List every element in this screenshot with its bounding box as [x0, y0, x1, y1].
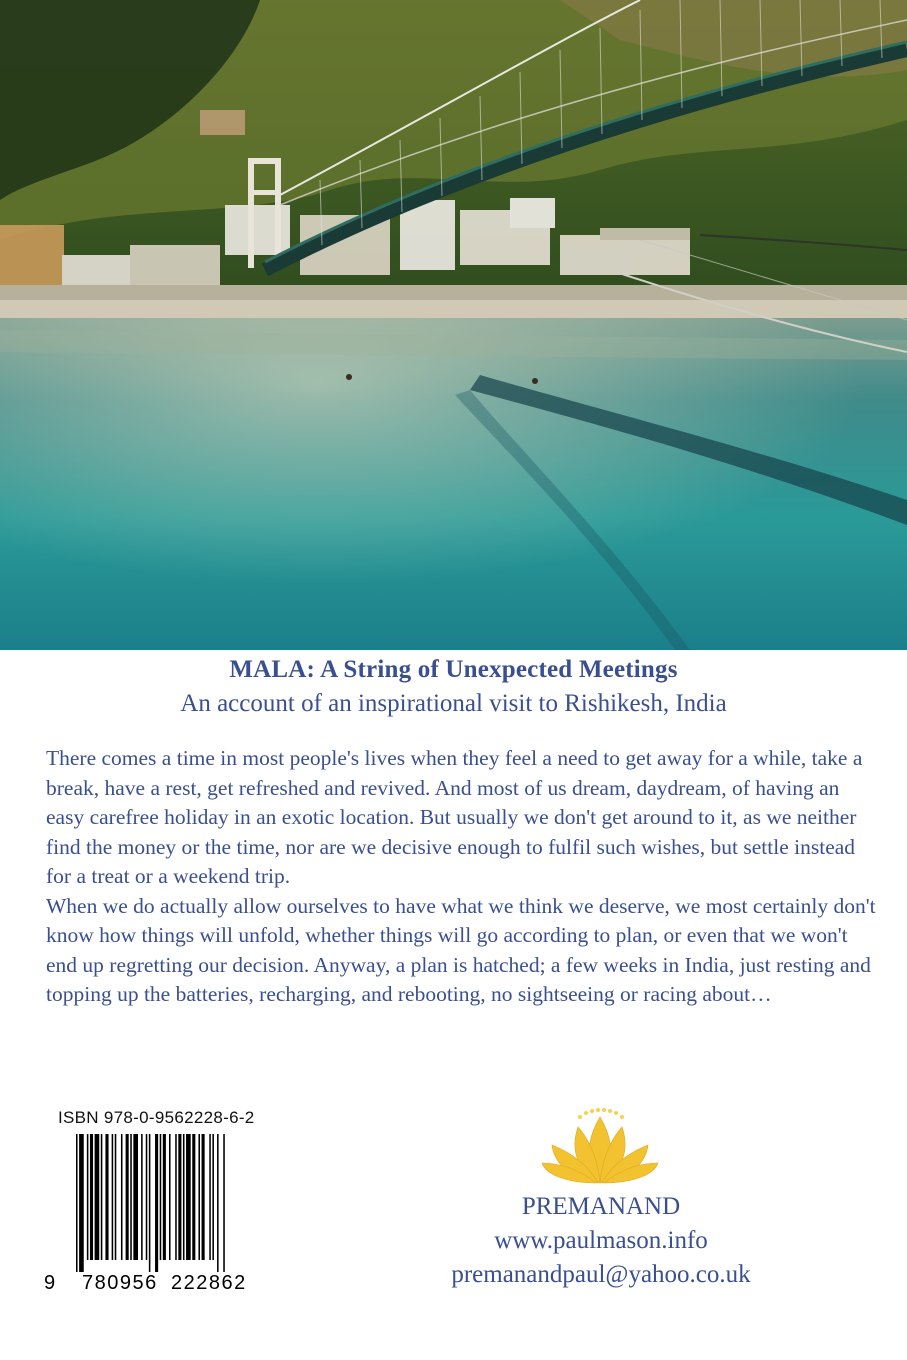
barcode-digits-right: 222862: [171, 1272, 247, 1294]
blurb: [46, 744, 876, 1010]
publisher-name: PREMANAND: [521, 1193, 681, 1220]
barcode-digits-left: 780956: [82, 1272, 158, 1294]
cover-photo-river-bridge: [0, 0, 907, 650]
isbn-barcode: [44, 1134, 274, 1294]
blurb-paragraph-1: There comes a time in most people's lives when they feel a need to get away for a while, take a break, have a rest, get refreshed and revived. And most of us dream, daydream, of having an easy carefree holiday in an exotic location. But usually we don't get around to it, as we neither find the money or the time, nor are we decisive enough to fulfil such wishes, but settle instead for a treat or a weekend trip.: [46, 746, 863, 888]
book-title: MALA: A String of Unexpected Meetings: [229, 656, 678, 683]
book-subtitle: An account of an inspirational visit to Rishikesh, India: [180, 690, 727, 717]
barcode-digit-first: 9: [44, 1272, 56, 1294]
isbn-label: ISBN 978-0-9562228-6-2: [58, 1108, 255, 1127]
publisher-block: [420, 1190, 782, 1292]
blurb-paragraph-2: When we do actually allow ourselves to have what we think we deserve, we most certainly don't know how things will unfold, whether things will go according to plan, or even that we won't end up regretting our decision. Anyway, a plan is hatched; a few weeks in India, just resting and topping up the batteries, recharging, and rebooting, no sightseeing or racing about…: [46, 893, 876, 1006]
publisher-website: www.paulmason.info: [494, 1227, 708, 1254]
publisher-email: premanandpaul@yahoo.co.uk: [451, 1261, 751, 1288]
lotus-icon: [540, 1105, 660, 1185]
